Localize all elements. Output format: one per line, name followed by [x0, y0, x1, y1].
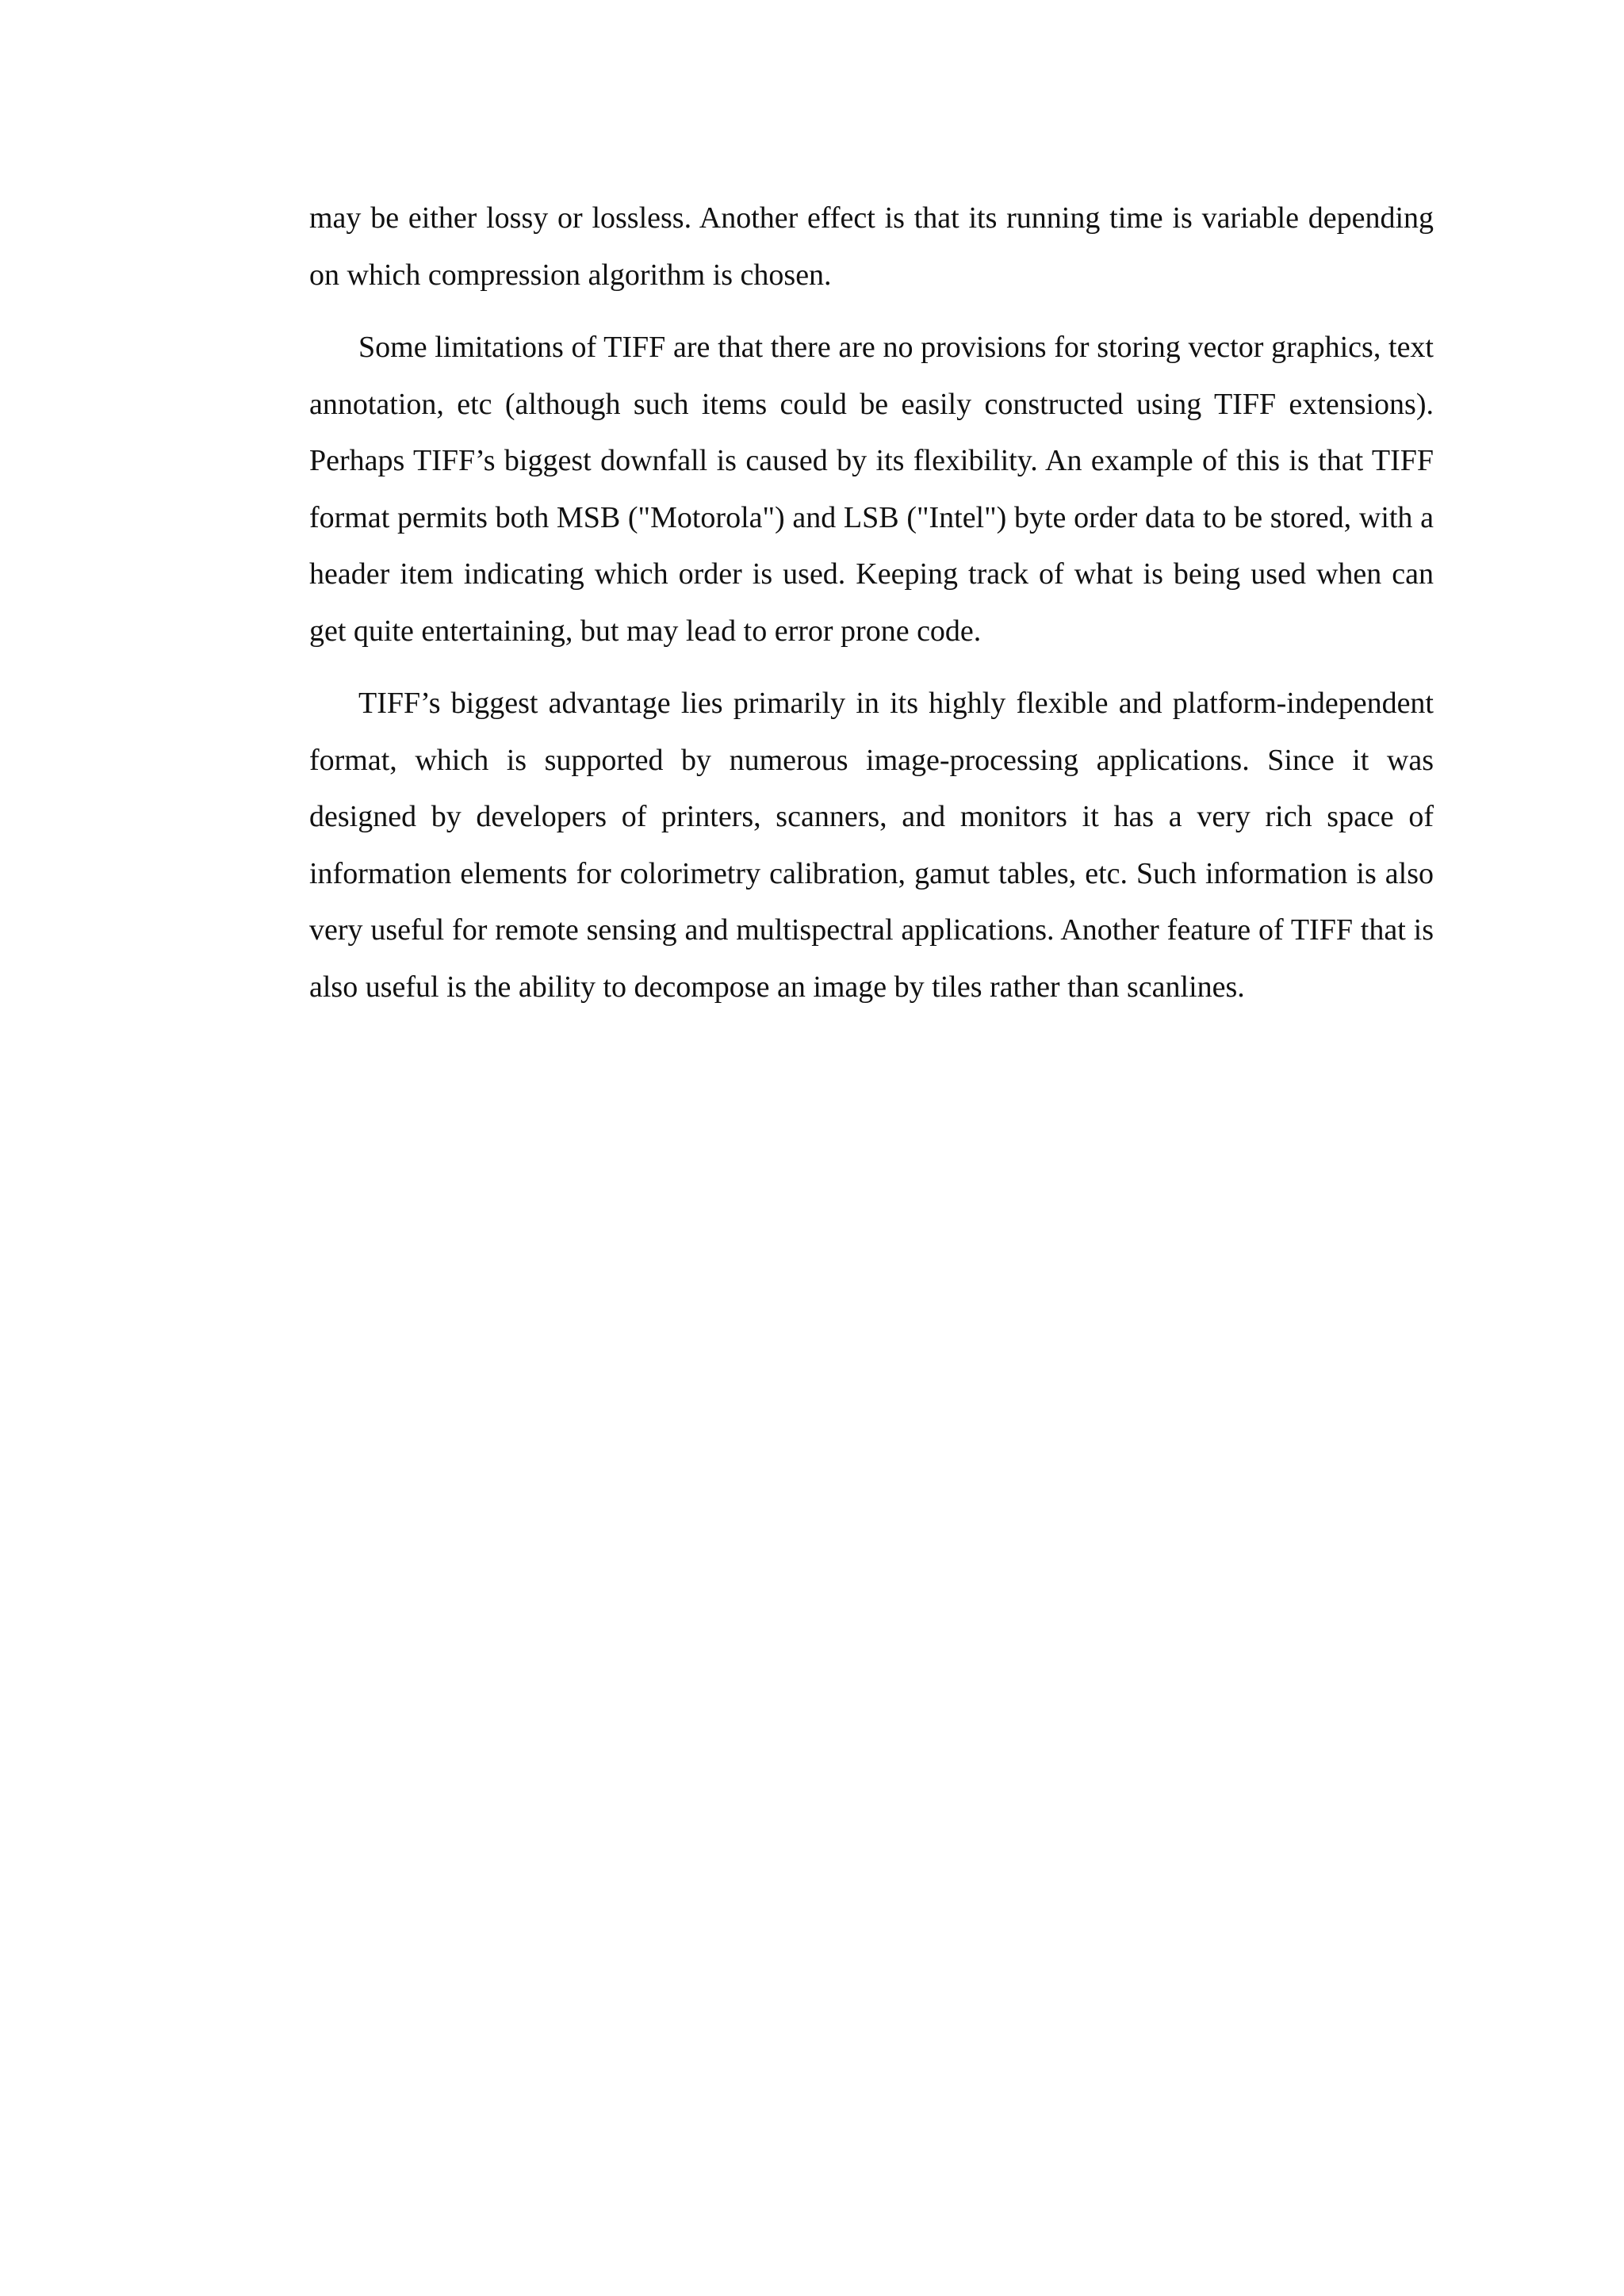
paragraph-tiff-advantages: TIFF’s biggest advantage lies primarily in its highly flexible and platform-independent format, which is supported by numerous image-processing applications. Since it was designed by developers of printers, scanners, and monitors it has a very rich space of information elements for colorimetry calibration, gamut tables, etc. Such information is also very useful for remote sensing and multispectral applications. Another feature of TIFF that is also useful is the ability to decompose an image by tiles rather than scanlines. [309, 687, 1434, 1004]
paragraph-tiff-limitations: Some limitations of TIFF are that there are no provisions for storing vector graphics, text annotation, etc (although such items could be easily constructed using TIFF extensions). Perhaps TIFF’s biggest downfall is caused by its flexibility. An example of this is that TIFF format permits both MSB ("Motorola") and LSB ("Intel") byte order data to be stored, with a header item indicating which order is used. Keeping track of what is being used when can get quite entertaining, but may lead to error prone code. [309, 331, 1434, 648]
body-text [309, 190, 1434, 1031]
paragraph-continuation: may be either lossy or lossless. Another effect is that its running time is variable depending on which compression algorithm is chosen. [309, 201, 1434, 292]
